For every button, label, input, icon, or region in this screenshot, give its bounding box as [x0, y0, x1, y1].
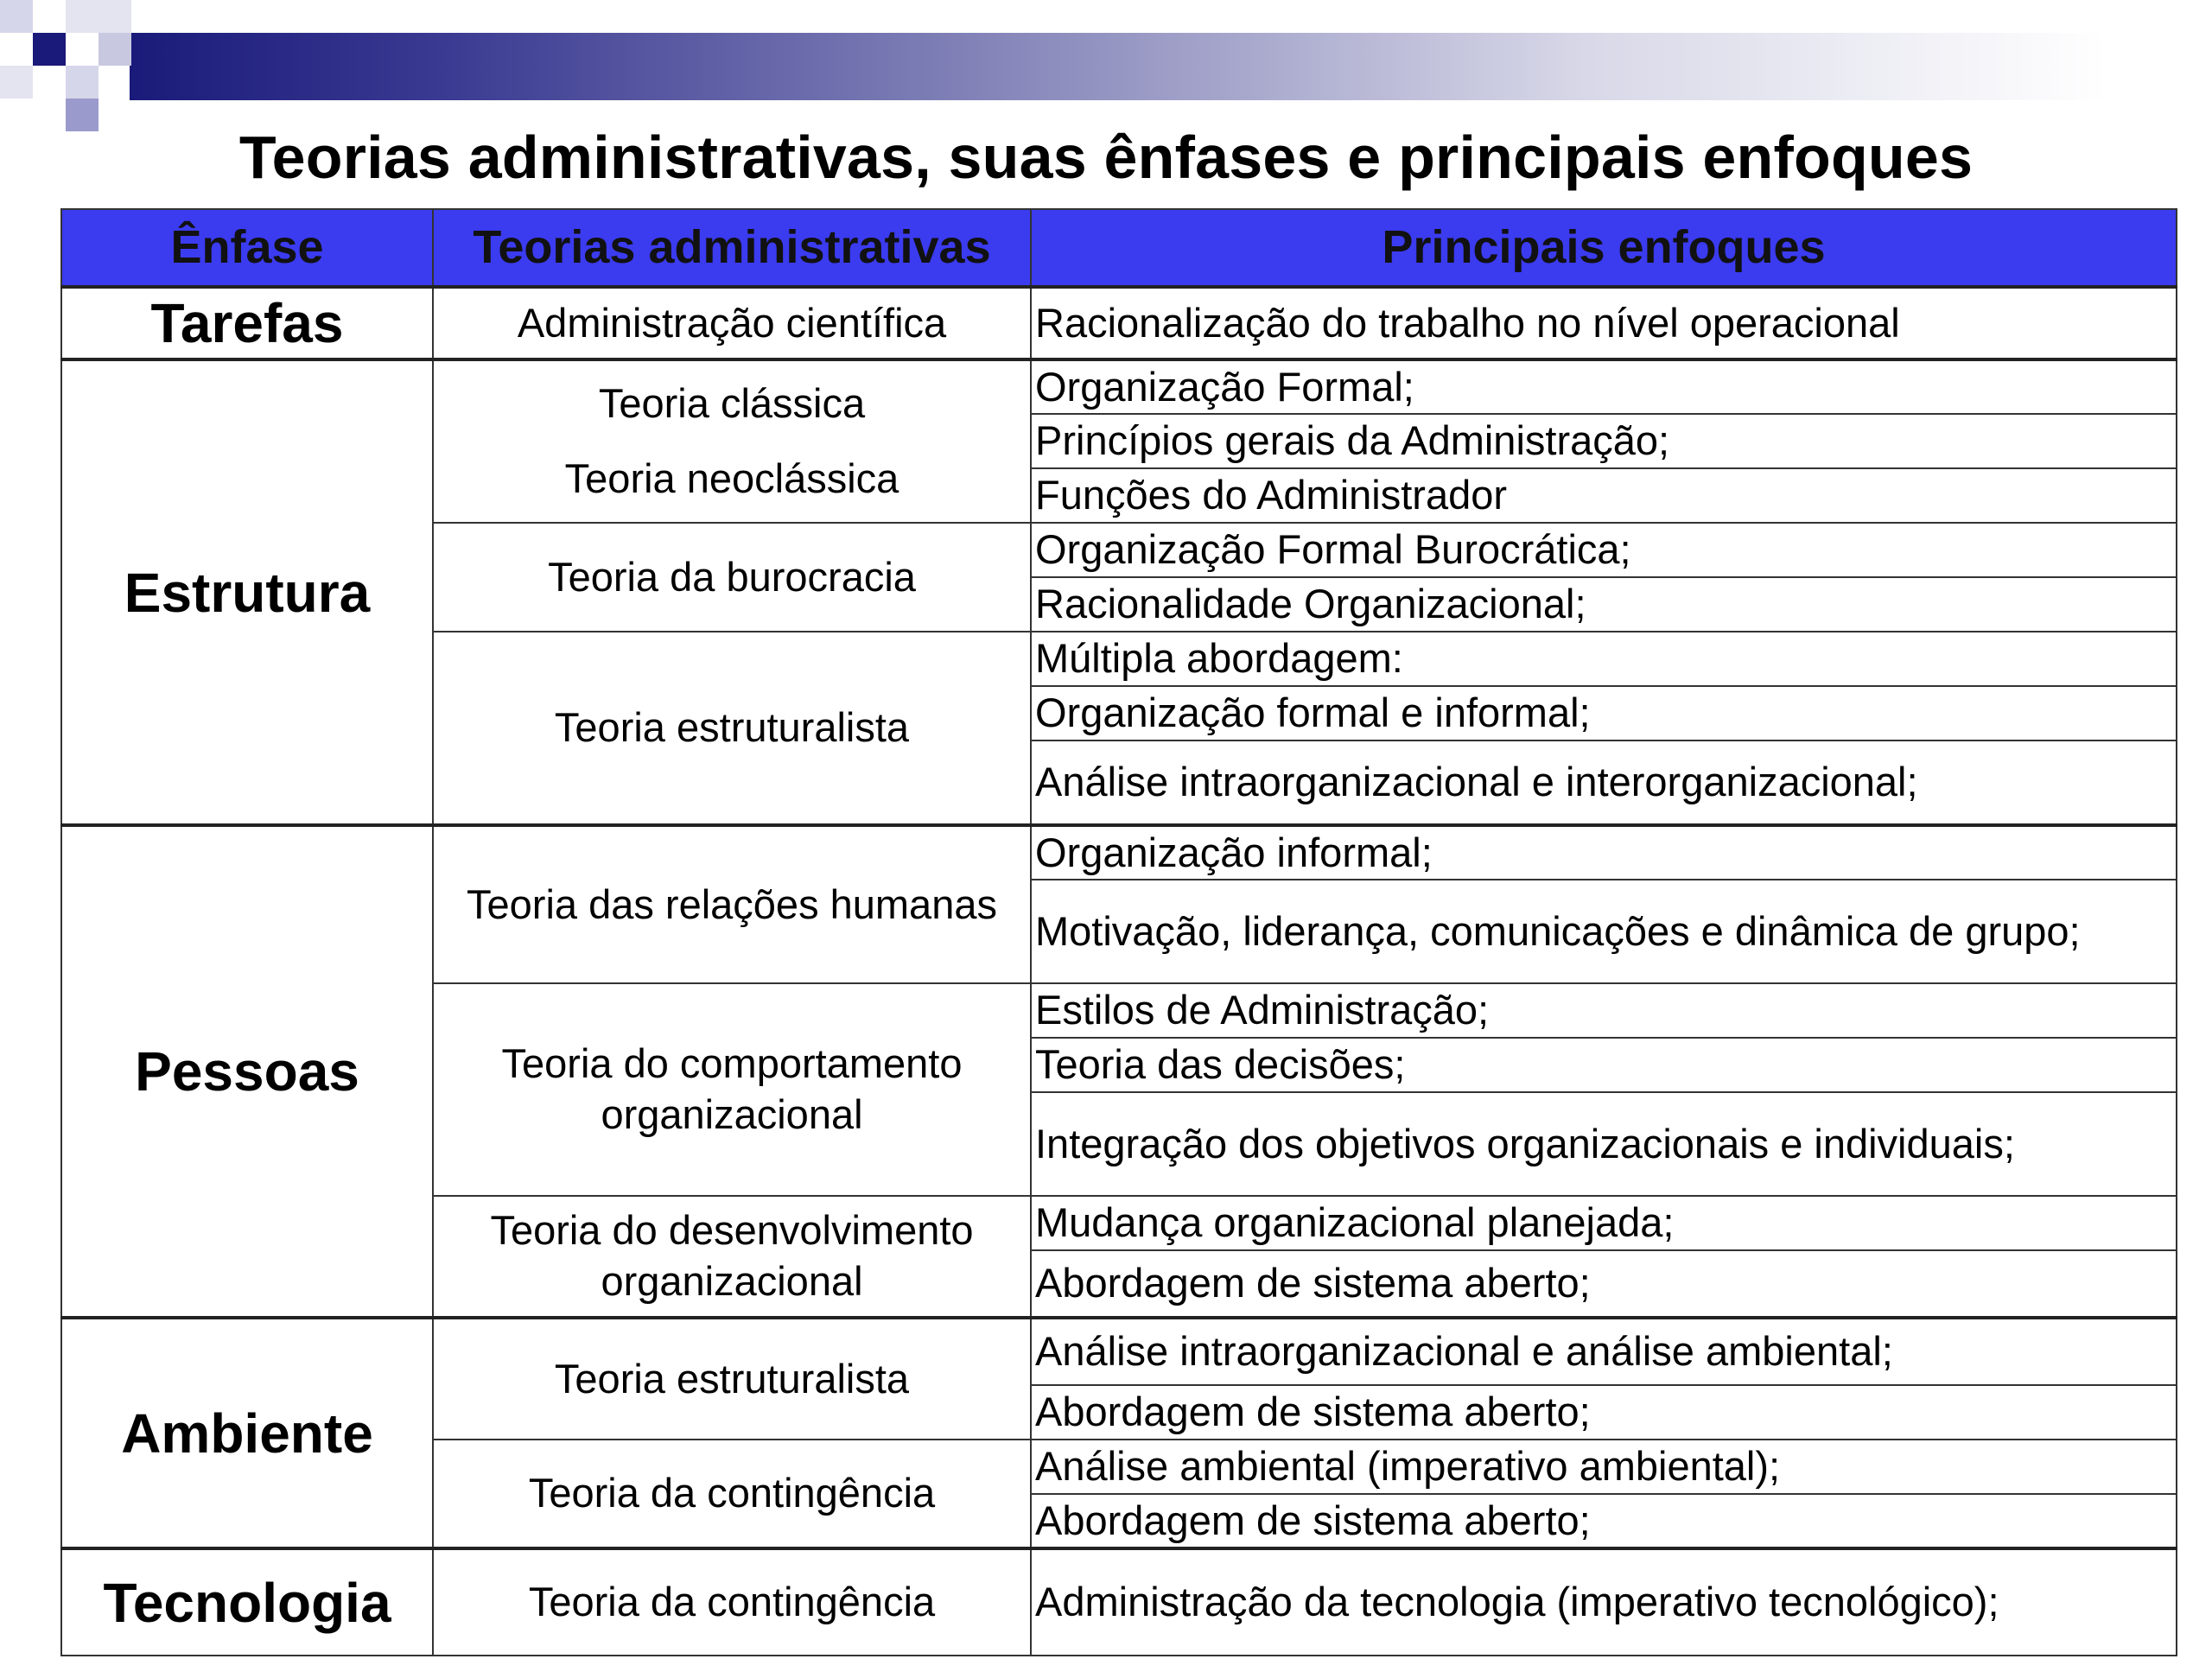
enfoque-cell: Múltipla abordagem: — [1031, 632, 2177, 686]
header-teorias: Teorias administrativas — [433, 209, 1031, 287]
teoria-cell: Teoria das relações humanas — [433, 825, 1031, 983]
enfoque-cell: Integração dos objetivos organizacionais e individuais; — [1031, 1092, 2177, 1196]
banner-square — [99, 0, 131, 33]
enfase-tecnologia: Tecnologia — [61, 1548, 433, 1656]
enfoque-cell: Abordagem de sistema aberto; — [1031, 1250, 2177, 1318]
enfoque-cell: Racionalização do trabalho no nível operacional — [1031, 287, 2177, 359]
theories-table — [60, 208, 2177, 1656]
enfase-estrutura: Estrutura — [61, 359, 433, 825]
enfoque-cell: Organização informal; — [1031, 825, 2177, 880]
banner-square — [66, 66, 99, 99]
banner-gradient-bar — [130, 33, 2212, 100]
enfoque-cell: Teoria das decisões; — [1031, 1038, 2177, 1092]
enfoque-cell: Princípios gerais da Administração; — [1031, 414, 2177, 468]
teoria-classica: Teoria clássica — [598, 380, 866, 427]
banner-square — [99, 33, 131, 66]
enfoque-cell: Organização Formal Burocrática; — [1031, 523, 2177, 577]
enfoque-cell: Análise ambiental (imperativo ambiental); — [1031, 1440, 2177, 1494]
enfoque-cell: Organização Formal; — [1031, 359, 2177, 414]
enfoque-cell: Abordagem de sistema aberto; — [1031, 1385, 2177, 1440]
enfoque-cell: Organização formal e informal; — [1031, 686, 2177, 741]
table-row — [61, 1318, 2177, 1385]
teoria-cell: Teoria estruturalista — [433, 632, 1031, 825]
enfoque-cell: Análise intraorganizacional e análise ambiental; — [1031, 1318, 2177, 1385]
table-header-row — [61, 209, 2177, 287]
teoria-cell: Teoria da contingência — [433, 1548, 1031, 1656]
enfase-tarefas: Tarefas — [61, 287, 433, 359]
header-enfase: Ênfase — [61, 209, 433, 287]
teoria-cell: Teoria do comportamento organizacional — [433, 983, 1031, 1196]
enfoque-cell: Administração da tecnologia (imperativo tecnológico); — [1031, 1548, 2177, 1656]
enfoque-cell: Motivação, liderança, comunicações e dinâmica de grupo; — [1031, 880, 2177, 983]
enfoque-cell: Abordagem de sistema aberto; — [1031, 1494, 2177, 1548]
table-row — [61, 287, 2177, 359]
banner-square — [33, 33, 66, 66]
teoria-cell: Teoria da contingência — [433, 1440, 1031, 1548]
enfoque-cell: Estilos de Administração; — [1031, 983, 2177, 1038]
banner-square — [0, 66, 33, 99]
enfoque-cell: Análise intraorganizacional e interorganizacional; — [1031, 741, 2177, 825]
table-row — [61, 359, 2177, 414]
teoria-cell — [433, 359, 1031, 523]
enfoque-cell: Racionalidade Organizacional; — [1031, 577, 2177, 632]
teoria-cell: Administração científica — [433, 287, 1031, 359]
header-enfoques: Principais enfoques — [1031, 209, 2177, 287]
table-row — [61, 825, 2177, 880]
teoria-cell: Teoria do desenvolvimento organizacional — [433, 1196, 1031, 1318]
banner-square — [0, 0, 33, 33]
header-banner — [0, 0, 2212, 138]
table-row — [61, 1548, 2177, 1656]
teoria-cell: Teoria da burocracia — [433, 523, 1031, 632]
teoria-cell: Teoria estruturalista — [433, 1318, 1031, 1440]
teoria-neoclassica: Teoria neoclássica — [564, 455, 899, 501]
enfoque-cell: Mudança organizacional planejada; — [1031, 1196, 2177, 1250]
enfase-ambiente: Ambiente — [61, 1318, 433, 1548]
page-title: Teorias administrativas, suas ênfases e principais enfoques — [238, 124, 1974, 191]
enfase-pessoas: Pessoas — [61, 825, 433, 1318]
banner-square — [66, 0, 99, 33]
enfoque-cell: Funções do Administrador — [1031, 468, 2177, 523]
